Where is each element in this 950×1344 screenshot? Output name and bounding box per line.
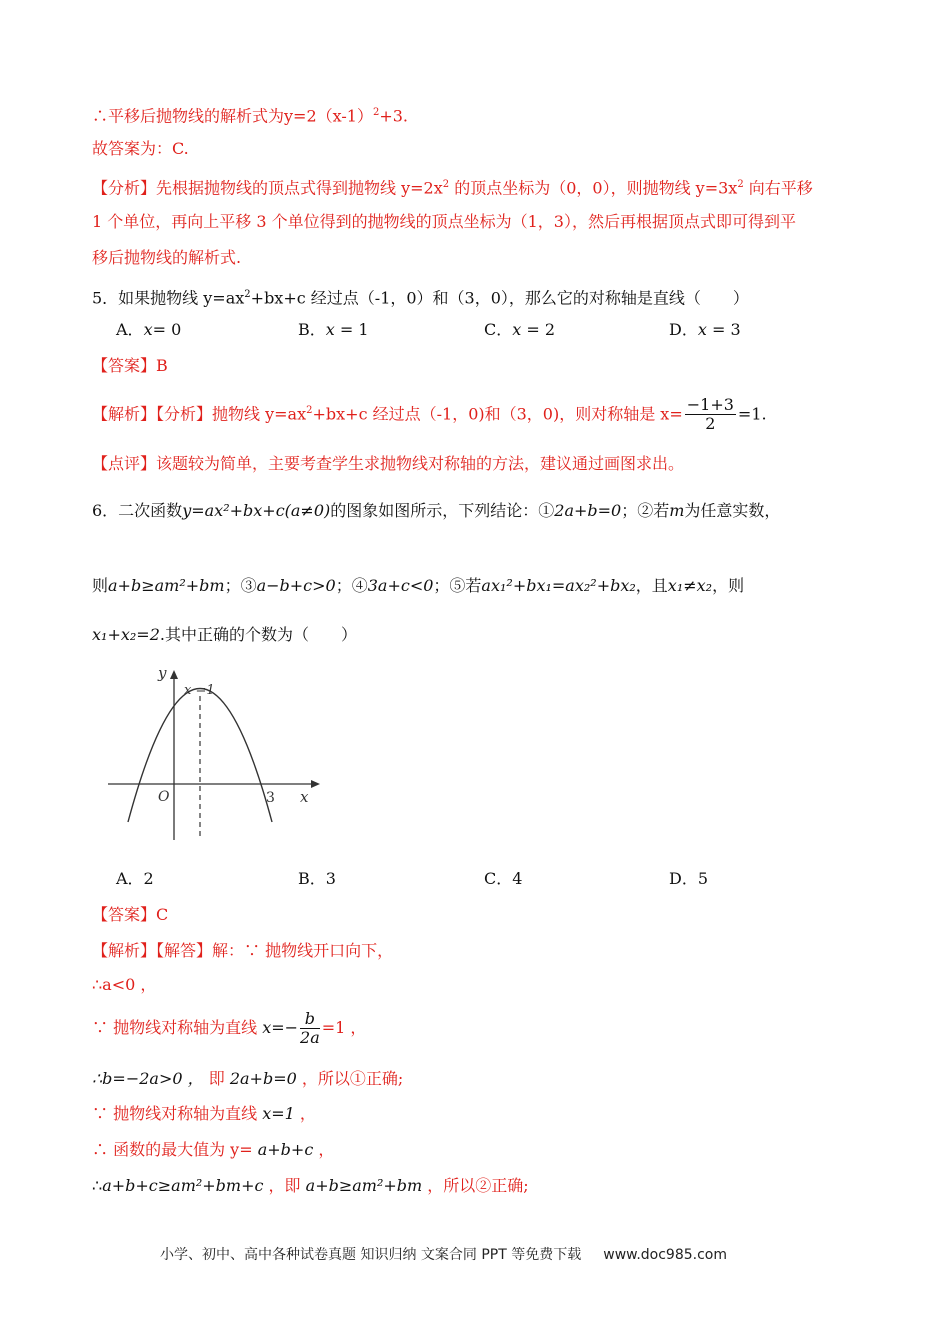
formula: a+b+c [257, 1140, 314, 1159]
fraction-denominator: 2 [705, 414, 716, 434]
solution-line [92, 102, 408, 127]
q6-solution-2: ∴a<0 ， [92, 975, 157, 994]
q6-solution-6 [92, 1139, 334, 1161]
solution-text: ∴平移后抛物线的解析式为y=2（x-1） [92, 106, 373, 126]
superscript: 2 [372, 107, 380, 118]
stem-text: 为任意实数， [684, 501, 781, 520]
q6-solution-4 [92, 1068, 403, 1090]
stem-text: ，且 [635, 576, 668, 595]
option-label: B． [298, 320, 326, 339]
page-footer [160, 1244, 727, 1264]
formula: a+b+c≥am²+bm+c [102, 1176, 264, 1195]
option-var: x [512, 320, 522, 339]
analysis-line: 1 个单位，再向上平移 3 个单位得到的抛物线的顶点坐标为（1，3），然后再根据顶点式即可得到平 [92, 212, 796, 231]
solution-text: +3. [379, 106, 409, 126]
analysis-text: 先根据抛物线的顶点式得到抛物线 y=2x [156, 178, 443, 198]
y-axis-arrow [170, 670, 178, 679]
solution-text: ， [294, 1104, 316, 1123]
question-6-stem-line1 [92, 500, 780, 522]
fraction [300, 1010, 320, 1047]
stem-text: .其中正确的个数为（ ） [159, 625, 357, 644]
q5-comment: 【点评】该题较为简单，主要考查学生求抛物线对称轴的方法，建议通过画图求出。 [92, 454, 685, 473]
question-6-stem-line2 [92, 575, 744, 597]
solution-text: ， [313, 1140, 335, 1159]
analysis-line [92, 174, 813, 199]
analysis-text: 向右平移 [743, 178, 813, 198]
superscript: 2 [244, 289, 251, 300]
option-label: C． [484, 320, 513, 339]
q6-answer: 【答案】C [92, 905, 169, 924]
stem-text: 6．二次函数 [92, 501, 183, 520]
q6-option-b: B．3 [298, 869, 336, 888]
q6-option-d: D．5 [669, 869, 709, 888]
option-label: A． [116, 320, 144, 339]
stem-text: ；⑤若 [433, 576, 482, 595]
stem-text: ；②若 [621, 501, 670, 520]
option-value: = 3 [706, 320, 741, 339]
superscript: 2 [737, 179, 744, 190]
solution-text: =1 ， [321, 1018, 367, 1037]
question-5-stem [92, 284, 749, 309]
formula: x=1 [262, 1104, 295, 1123]
solution-text: ∴ 函数的最大值为 y= [92, 1140, 258, 1159]
q5-option-c [484, 319, 555, 341]
fraction-numerator: b [300, 1010, 320, 1029]
option-value: = 1 [334, 320, 369, 339]
parabola-graph [108, 660, 328, 844]
q5-option-b [298, 319, 369, 341]
q5-answer: 【答案】B [92, 356, 168, 375]
stem-text: +bx+c 经过点（-1，0）和（3，0），那么它的对称轴是直线（ ） [250, 288, 749, 308]
q6-solution-7 [92, 1175, 529, 1197]
analysis-line: 移后抛物线的解析式. [92, 248, 242, 267]
x-axis-arrow [311, 780, 320, 788]
solution-text: ，即 [263, 1176, 306, 1195]
formula: a+b≥am²+bm [305, 1176, 423, 1195]
solution-text: ∵ 抛物线对称轴为直线 [92, 1104, 263, 1123]
analysis-text: 的顶点坐标为（0，0），则抛物线 y=3x [449, 178, 738, 198]
formula: a−b+c>0 [256, 576, 336, 595]
option-var: x [325, 320, 335, 339]
solution-text: 即 [203, 1069, 230, 1088]
stem-text: ；③ [224, 576, 257, 595]
q5-option-a [116, 319, 181, 341]
option-var: x [697, 320, 707, 339]
fraction-denominator: 2a [300, 1028, 320, 1047]
option-var: x [143, 320, 153, 339]
formula: 2a+b=0 [229, 1069, 297, 1088]
q6-solution-5 [92, 1103, 316, 1125]
formula: m [669, 501, 685, 520]
solution-line: 故答案为：C. [92, 139, 189, 158]
footer-site[interactable]: www.doc985.com [603, 1247, 727, 1263]
formula: a+b≥am²+bm [108, 576, 225, 595]
analysis-text: 【解析】【分析】抛物线 y=ax [92, 404, 307, 424]
footer-text: 小学、初中、高中各种试卷真题 知识归纳 文案合同 PPT 等免费下载 [160, 1247, 582, 1263]
stem-text: 的图象如图所示，下列结论：① [330, 501, 555, 520]
analysis-tag: 【分析】 [92, 178, 157, 198]
formula: x₁≠x₂ [667, 576, 713, 595]
analysis-text: =1. [737, 404, 767, 424]
formula: x=− [262, 1018, 299, 1037]
solution-text: ，所以②正确; [422, 1176, 529, 1195]
formula: y=ax²+bx+c(a≠0) [182, 501, 331, 520]
stem-text: 则 [92, 576, 109, 595]
x-label: x [300, 788, 309, 806]
solution-text: ，所以①正确; [296, 1069, 404, 1088]
stem-text: ，则 [712, 576, 745, 595]
analysis-text: +bx+c 经过点（-1，0)和（3，0)，则对称轴是 x= [312, 404, 683, 424]
q5-analysis [92, 392, 767, 433]
option-value: = 0 [152, 320, 182, 339]
option-value: = 2 [521, 320, 556, 339]
y-label: y [158, 664, 167, 682]
axis-equation-label: x =1 [184, 683, 215, 698]
stem-text: ；④ [335, 576, 368, 595]
formula: 2a+b=0 [554, 501, 622, 520]
superscript: 2 [306, 405, 313, 416]
solution-text: ∴ [92, 1176, 103, 1195]
fraction-numerator: −1+3 [686, 395, 734, 415]
superscript: 2 [442, 179, 450, 190]
option-label: D． [669, 320, 698, 339]
formula: 3a+c<0 [367, 576, 434, 595]
solution-text: ∵ 抛物线对称轴为直线 [92, 1018, 263, 1037]
q6-solution-3 [92, 1008, 366, 1048]
fraction [685, 396, 736, 433]
q5-option-d [669, 319, 741, 341]
q6-option-a: A．2 [116, 869, 154, 888]
origin-label: O [158, 789, 170, 805]
tick-3-label: 3 [266, 790, 275, 806]
q6-option-c: C．4 [484, 869, 523, 888]
formula: ∴b=−2a>0 ， [92, 1069, 204, 1088]
q6-solution-1: 【解析】【解答】解：∵ 抛物线开口向下， [92, 941, 394, 960]
formula: x₁+x₂=2 [92, 625, 160, 644]
stem-text: 5．如果抛物线 y=ax [92, 288, 245, 308]
formula: ax₁²+bx₁=ax₂²+bx₂ [481, 576, 636, 595]
question-6-stem-line3 [92, 624, 357, 646]
